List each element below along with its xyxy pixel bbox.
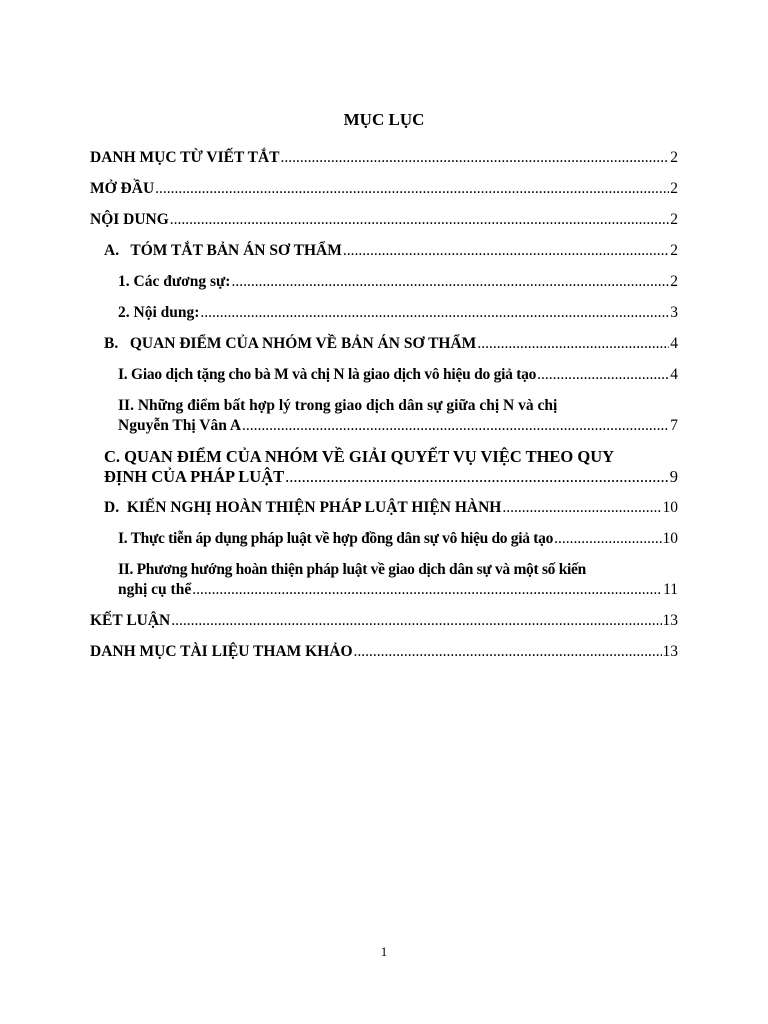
toc-entry-text: 2. Nội dung: bbox=[118, 304, 200, 321]
leader-dots bbox=[171, 611, 661, 631]
leader-dots bbox=[285, 467, 669, 487]
toc-entry[interactable] bbox=[90, 148, 678, 168]
toc-entry-text-line1: II. Phương hướng hoàn thiện pháp luật về giao dịch dân sự và một số kiến bbox=[118, 561, 586, 578]
toc-title: MỤC LỤC bbox=[343, 110, 425, 129]
toc-entry-page: 3 bbox=[670, 304, 678, 321]
toc-entry-text: B. QUAN ĐIỂM CỦA NHÓM VỀ BẢN ÁN SƠ THẨM bbox=[104, 335, 477, 352]
toc-entry-page: 4 bbox=[670, 366, 678, 383]
toc-entry-text: Nguyễn Thị Vân A bbox=[118, 417, 242, 434]
toc-entry-page: 2 bbox=[670, 149, 678, 166]
toc-entry-text: ĐỊNH CỦA PHÁP LUẬT bbox=[104, 467, 285, 486]
leader-dots bbox=[170, 210, 669, 230]
page-number: 1 bbox=[380, 944, 388, 959]
leader-dots bbox=[280, 148, 669, 168]
leader-dots bbox=[537, 365, 669, 385]
toc-entry-page: 2 bbox=[670, 273, 678, 290]
toc-entry-page: 7 bbox=[670, 417, 678, 434]
toc-entry[interactable] bbox=[90, 498, 678, 518]
toc-entry[interactable] bbox=[90, 179, 678, 199]
toc-entry-text: NỘI DUNG bbox=[90, 211, 169, 228]
toc-entry-page: 2 bbox=[670, 242, 678, 259]
toc-entry-page: 11 bbox=[663, 581, 678, 598]
toc-entry[interactable] bbox=[90, 334, 678, 354]
leader-dots bbox=[242, 416, 669, 436]
toc-entry[interactable] bbox=[90, 365, 678, 385]
leader-dots bbox=[192, 580, 662, 600]
toc-entry[interactable] bbox=[90, 396, 678, 436]
toc-entry-text: DANH MỤC TÀI LIỆU THAM KHẢO bbox=[90, 643, 353, 660]
leader-dots bbox=[343, 241, 669, 261]
toc-entry-text-line1: C. QUAN ĐIỂM CỦA NHÓM VỀ GIẢI QUYẾT VỤ VIỆC THEO QUY bbox=[104, 447, 615, 466]
leader-dots bbox=[231, 272, 669, 292]
toc-entry-text: D. KIẾN NGHỊ HOÀN THIỆN PHÁP LUẬT HIỆN HÀNH bbox=[104, 499, 502, 516]
toc-entry-text: 1. Các đương sự: bbox=[118, 273, 231, 290]
toc-entry-page: 4 bbox=[670, 335, 678, 352]
toc-entry-text-line1: II. Những điểm bất hợp lý trong giao dịch dân sự giữa chị N và chị bbox=[118, 397, 558, 414]
leader-dots bbox=[354, 642, 662, 662]
table-of-contents bbox=[90, 148, 678, 673]
toc-entry-page: 9 bbox=[669, 467, 678, 486]
toc-entry-text: A. TÓM TẮT BẢN ÁN SƠ THẨM bbox=[104, 242, 342, 259]
toc-entry[interactable] bbox=[90, 210, 678, 230]
leader-dots bbox=[200, 303, 669, 323]
toc-entry[interactable] bbox=[90, 560, 678, 600]
leader-dots bbox=[554, 529, 661, 549]
toc-entry-page: 13 bbox=[662, 612, 678, 629]
leader-dots bbox=[502, 498, 661, 518]
toc-entry-text: nghị cụ thể bbox=[118, 581, 192, 598]
toc-entry[interactable] bbox=[90, 642, 678, 662]
toc-entry-page: 2 bbox=[670, 211, 678, 228]
toc-entry-text: MỞ ĐẦU bbox=[90, 180, 155, 197]
toc-entry[interactable] bbox=[90, 241, 678, 261]
toc-entry-text: I. Thực tiễn áp dụng pháp luật về hợp đồng dân sự vô hiệu do giả tạo bbox=[118, 530, 554, 547]
toc-entry[interactable] bbox=[90, 611, 678, 631]
toc-entry-page: 13 bbox=[662, 643, 678, 660]
toc-entry[interactable] bbox=[90, 303, 678, 323]
toc-entry-text: I. Giao dịch tặng cho bà M và chị N là giao dịch vô hiệu do giả tạo bbox=[118, 366, 537, 383]
toc-entry-page: 2 bbox=[670, 180, 678, 197]
toc-entry-page: 10 bbox=[662, 530, 678, 547]
toc-entry-page: 10 bbox=[662, 499, 678, 516]
toc-entry[interactable] bbox=[90, 447, 678, 487]
leader-dots bbox=[155, 179, 669, 199]
toc-entry[interactable] bbox=[90, 529, 678, 549]
toc-entry-text: DANH MỤC TỪ VIẾT TẮT bbox=[90, 149, 280, 166]
toc-entry-text: KẾT LUẬN bbox=[90, 612, 171, 629]
toc-entry[interactable] bbox=[90, 272, 678, 292]
leader-dots bbox=[477, 334, 669, 354]
